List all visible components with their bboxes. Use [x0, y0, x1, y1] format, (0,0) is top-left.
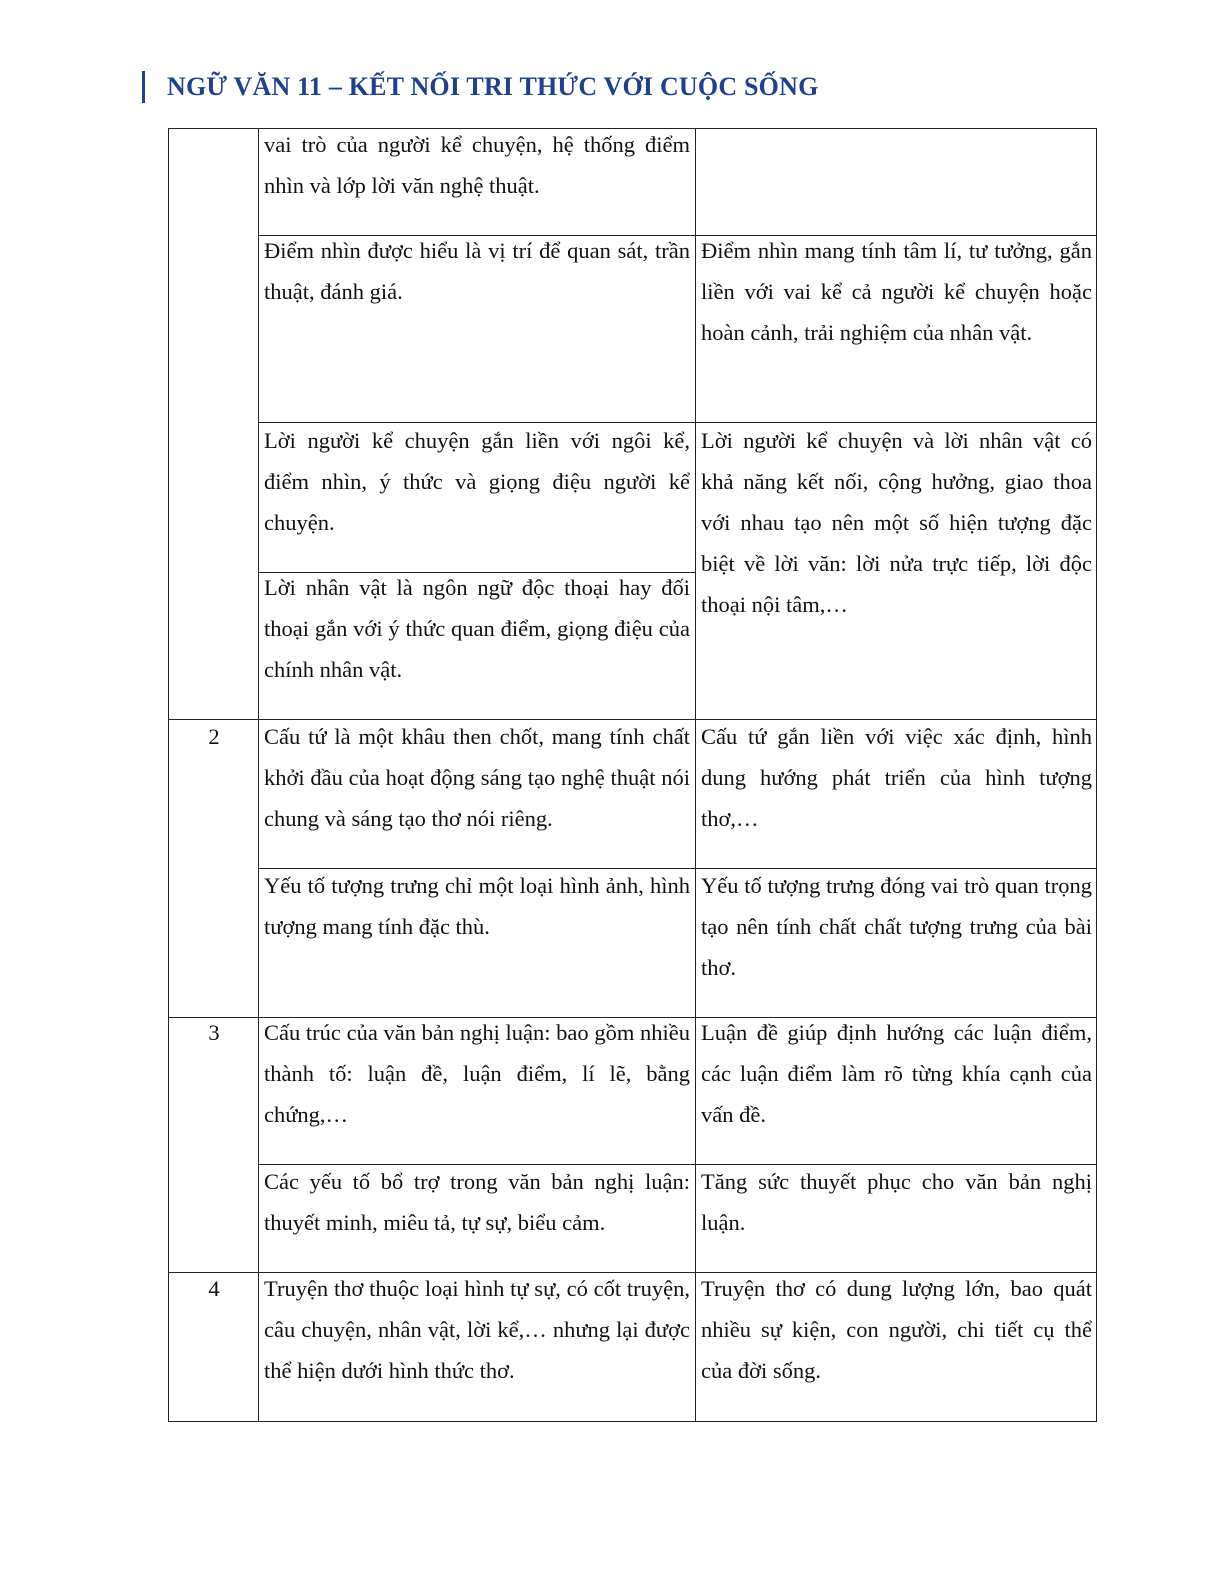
concept-cell: vai trò của người kể chuyện, hệ thống điểm nhìn và lớp lời văn nghệ thuật. — [264, 132, 690, 198]
concept-cell: Lời người kể chuyện gắn liền với ngôi kể, điểm nhìn, ý thức và giọng điệu người kể chuyện. — [264, 428, 690, 535]
note-cell: Yếu tố tượng trưng đóng vai trò quan trọng tạo nên tính chất chất tượng trưng của bài thơ. — [701, 873, 1092, 980]
note-cell: Tăng sức thuyết phục cho văn bản nghị luận. — [701, 1169, 1092, 1235]
note-cell: Cấu tứ gắn liền với việc xác định, hình dung hướng phát triển của hình tượng thơ,… — [701, 724, 1092, 831]
concept-cell: Truyện thơ thuộc loại hình tự sự, có cốt truyện, câu chuyện, nhân vật, lời kể,… nhưng lại được thể hiện dưới hình thức thơ. — [264, 1276, 690, 1383]
page-header — [142, 70, 819, 104]
note-cell: Luận đề giúp định hướng các luận điểm, các luận điểm làm rõ từng khía cạnh của vấn đề. — [701, 1020, 1092, 1127]
concept-cell: Cấu tứ là một khâu then chốt, mang tính chất khởi đầu của hoạt động sáng tạo nghệ thuật nói chung và sáng tạo thơ nói riêng. — [264, 724, 690, 831]
header-title: NGỮ VĂN 11 – KẾT NỐI TRI THỨC VỚI CUỘC SỐNG — [167, 72, 819, 101]
concept-cell: Các yếu tố bổ trợ trong văn bản nghị luận: thuyết minh, miêu tả, tự sự, biểu cảm. — [264, 1169, 690, 1235]
concept-cell: Điểm nhìn được hiểu là vị trí để quan sát, trần thuật, đánh giá. — [264, 238, 690, 304]
note-cell: Lời người kể chuyện và lời nhân vật có khả năng kết nối, cộng hưởng, giao thoa với nhau tạo nên một số hiện tượng đặc biệt về lời văn: lời nửa trực tiếp, lời độc thoại nội tâm,… — [701, 428, 1092, 617]
row-number: 3 — [208, 1020, 220, 1045]
row-number: 4 — [208, 1276, 220, 1301]
note-cell: Điểm nhìn mang tính tâm lí, tư tưởng, gắn liền với vai kể cả người kể chuyện hoặc hoàn cảnh, trải nghiệm của nhân vật. — [701, 238, 1092, 345]
concept-cell: Lời nhân vật là ngôn ngữ độc thoại hay đối thoại gắn với ý thức quan điểm, giọng điệu của chính nhân vật. — [264, 575, 690, 682]
row-number: 2 — [208, 724, 220, 749]
concept-cell: Yếu tố tượng trưng chỉ một loại hình ảnh, hình tượng mang tính đặc thù. — [264, 873, 690, 939]
header-accent-bar — [142, 71, 145, 103]
note-cell: Truyện thơ có dung lượng lớn, bao quát nhiều sự kiện, con người, chi tiết cụ thể của đời sống. — [701, 1276, 1092, 1383]
concept-cell: Cấu trúc của văn bản nghị luận: bao gồm nhiều thành tố: luận đề, luận điểm, lí lẽ, bằng chứng,… — [264, 1020, 690, 1127]
